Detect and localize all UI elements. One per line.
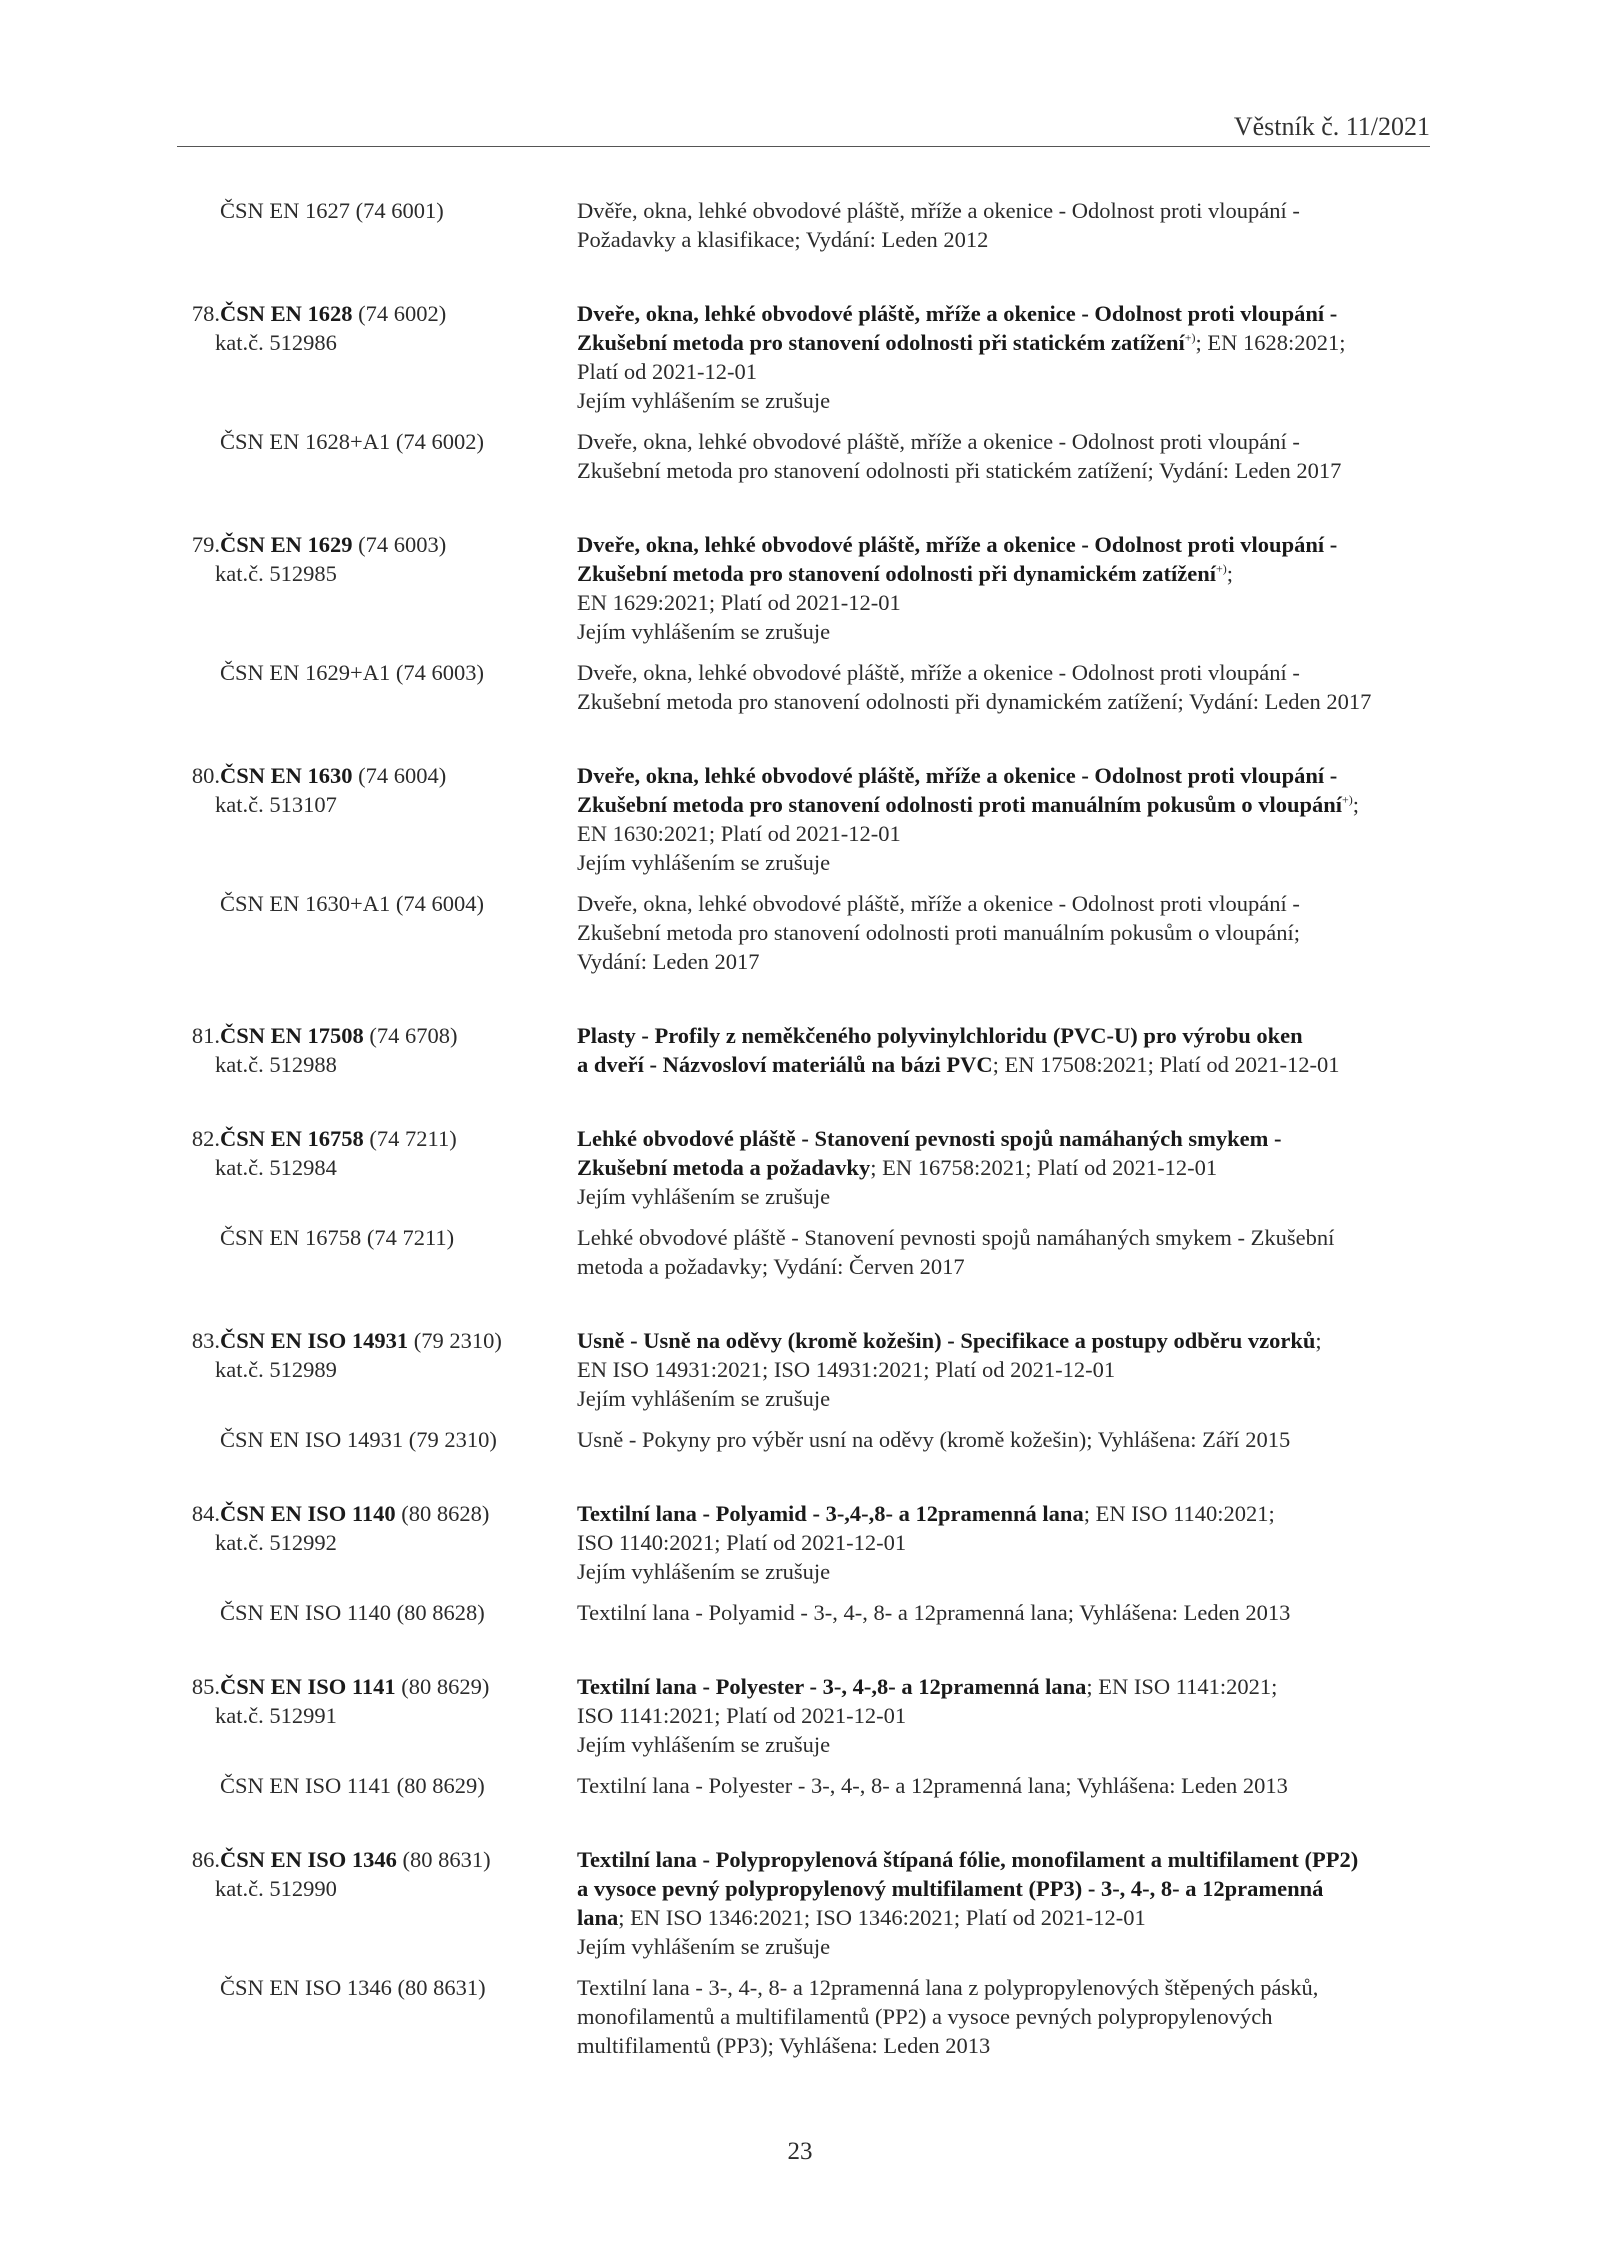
catalog-number: kat.č. 513107 [215,792,337,817]
bulletin-header-title: Věstník č. 11/2021 [1233,112,1430,141]
standard-entry [0,299,1600,485]
old-standard-code: ČSN EN 16758 (74 7211) [220,1225,455,1250]
title-line [577,1903,1432,1932]
title-line [577,1355,1432,1384]
new-standard-title [577,1124,1432,1211]
title-bold-text: lana [577,1905,619,1930]
old-standard-description [577,658,1432,716]
new-standard-row [0,1021,1600,1079]
catalog-number: kat.č. 512986 [215,330,337,355]
old-standard-description [577,1771,1432,1800]
description-line: Textilní lana - Polyamid - 3-, 4-, 8- a 12pramenná lana; Vyhlášena: Leden 2013 [577,1600,1291,1625]
description-line: multifilamentů (PP3); Vyhlášena: Leden 2013 [577,2033,991,2058]
standard-entry [0,1021,1600,1079]
catalog-number: kat.č. 512990 [215,1876,337,1901]
new-standard-row [0,530,1600,646]
title-line [577,819,1432,848]
old-standard-code: ČSN EN 1628+A1 (74 6002) [220,429,484,454]
description-line: Zkušební metoda pro stanovení odolnosti proti manuálním pokusům o vloupání; [577,920,1301,945]
title-detail-text: Platí od 2021-12-01 [577,359,757,384]
standard-entry [0,1124,1600,1281]
title-line [577,559,1432,588]
title-detail-text: EN ISO 14931:2021; ISO 14931:2021; Platí od 2021-12-01 [577,1357,1116,1382]
old-standard-description [577,1973,1432,2060]
standard-code: ČSN EN 16758 [220,1126,364,1151]
title-bold-text: Textilní lana - Polyester - 3-, 4-,8- a 12pramenná lana [577,1674,1087,1699]
title-detail-text: Jejím vyhlášením se zrušuje [577,850,831,875]
old-standard-description [577,889,1432,976]
classification-code: (74 6003) [352,532,447,557]
title-line [577,299,1432,328]
description-line: Dveře, okna, lehké obvodové pláště, mříže a okenice - Odolnost proti vloupání - [577,660,1300,685]
title-detail-text: Jejím vyhlášením se zrušuje [577,1184,831,1209]
standard-code-line [0,1124,577,1153]
new-standard-row [0,299,1600,415]
description-line: metoda a požadavky; Vydání: Červen 2017 [577,1254,965,1279]
catalog-number: kat.č. 512991 [215,1703,337,1728]
classification-code: (74 6004) [352,763,447,788]
classification-code: (74 7211) [363,1126,457,1151]
title-line [577,1528,1432,1557]
catalog-number: kat.č. 512992 [215,1530,337,1555]
standard-entry [0,1499,1600,1627]
new-standard-row [0,1326,1600,1413]
standard-code: ČSN EN 1629 [220,532,353,557]
title-bold-text: Textilní lana - Polyamid - 3-,4-,8- a 12pramenná lana [577,1501,1084,1526]
title-bold-text: a dveří - Názvosloví materiálů na bázi PVC [577,1052,993,1077]
replaced-standard-row [0,889,1600,976]
title-detail-text: Jejím vyhlášením se zrušuje [577,1732,831,1757]
standard-entry [0,1326,1600,1454]
entry-number: 86. [191,1847,220,1872]
new-standard-identity [0,299,577,415]
old-standard-code: ČSN EN ISO 1346 (80 8631) [220,1975,486,2000]
title-line [577,1845,1432,1874]
standard-code-line [0,1499,577,1528]
standard-code-line [0,530,577,559]
title-detail-text: ; [1315,1328,1322,1353]
old-standard-description [577,1223,1432,1281]
old-standard-code: ČSN EN 1629+A1 (74 6003) [220,660,484,685]
title-bold-text: Plasty - Profily z neměkčeného polyvinylchloridu (PVC-U) pro výrobu oken [577,1023,1303,1048]
new-standard-title [577,1326,1432,1413]
new-standard-row [0,761,1600,877]
new-standard-identity [0,530,577,646]
footnote-marker: +) [1184,330,1196,345]
title-line [577,1021,1432,1050]
footnote-marker: +) [1216,561,1227,576]
description-line: Dveře, okna, lehké obvodové pláště, mříže a okenice - Odolnost proti vloupání - [577,891,1300,916]
title-line [577,848,1432,877]
title-line [577,386,1432,415]
classification-code: (74 6708) [363,1023,458,1048]
title-detail-text: Jejím vyhlášením se zrušuje [577,1934,831,1959]
new-standard-row [0,1845,1600,1961]
title-line [577,588,1432,617]
title-line [577,1050,1432,1079]
title-line [577,1701,1432,1730]
title-detail-text: ; EN 1628:2021; [1195,330,1346,355]
old-standard-code: ČSN EN ISO 1141 (80 8629) [220,1773,485,1798]
title-line [577,1124,1432,1153]
entry-number: 82. [191,1126,220,1151]
title-line [577,1499,1432,1528]
new-standard-title [577,1499,1432,1586]
old-standard-description [577,427,1432,485]
description-line: Zkušební metoda pro stanovení odolnosti při dynamickém zatížení; Vydání: Leden 2017 [577,689,1372,714]
classification-code: (74 6002) [352,301,447,326]
entry-number: 83. [191,1328,220,1353]
new-standard-row [0,1499,1600,1586]
description-line: Textilní lana - 3-, 4-, 8- a 12pramenná lana z polypropylenových štěpených pásků, [577,1975,1319,2000]
standard-code-line [0,761,577,790]
title-bold-text: Dveře, okna, lehké obvodové pláště, mříže a okenice - Odolnost proti vloupání - [577,532,1338,557]
old-standard-code: ČSN EN ISO 14931 (79 2310) [220,1427,497,1452]
description-line: Textilní lana - Polyester - 3-, 4-, 8- a 12pramenná lana; Vyhlášena: Leden 2013 [577,1773,1288,1798]
standard-code: ČSN EN 17508 [220,1023,364,1048]
title-detail-text: ; EN 16758:2021; Platí od 2021-12-01 [870,1155,1218,1180]
entry-number: 79. [191,532,220,557]
title-line [577,1153,1432,1182]
classification-code: (80 8631) [396,1847,491,1872]
description-line: monofilamentů a multifilamentů (PP2) a vysoce pevných polypropylenových [577,2004,1273,2029]
standard-entry [0,1672,1600,1800]
entry-number: 78. [191,301,220,326]
replaced-standard-row [0,658,1600,716]
title-line [577,617,1432,646]
title-line [577,1932,1432,1961]
standard-entry [0,530,1600,716]
title-bold-text: Dveře, okna, lehké obvodové pláště, mříže a okenice - Odolnost proti vloupání - [577,763,1338,788]
classification-code: (80 8629) [395,1674,490,1699]
standard-code-line [0,1326,577,1355]
title-line [577,530,1432,559]
classification-code: (79 2310) [408,1328,502,1353]
title-line [577,790,1432,819]
old-standard-description [577,1425,1432,1454]
standard-code: ČSN EN 1630 [220,763,353,788]
title-bold-text: Usně - Usně na oděvy (kromě kožešin) - Specifikace a postupy odběru vzorků [577,1328,1316,1353]
standard-code: ČSN EN 1628 [220,301,353,326]
new-standard-identity [0,1124,577,1211]
title-detail-text: Jejím vyhlášením se zrušuje [577,388,831,413]
title-detail-text: Jejím vyhlášením se zrušuje [577,1559,831,1584]
description-line: Dvěře, okna, lehké obvodové pláště, mříže a okenice - Odolnost proti vloupání - [577,198,1300,223]
standard-code-line [0,1021,577,1050]
title-detail-text: EN 1630:2021; Platí od 2021-12-01 [577,821,901,846]
catalog-number: kat.č. 512989 [215,1357,337,1382]
title-detail-text: Jejím vyhlášením se zrušuje [577,619,831,644]
description-line: Lehké obvodové pláště - Stanovení pevnosti spojů namáhaných smykem - Zkušební [577,1225,1335,1250]
entry-number: 81. [191,1023,220,1048]
description-line: Dveře, okna, lehké obvodové pláště, mříže a okenice - Odolnost proti vloupání - [577,429,1300,454]
standard-entry [0,1845,1600,2060]
title-detail-text: ISO 1141:2021; Platí od 2021-12-01 [577,1703,907,1728]
entry-number: 85. [191,1674,220,1699]
footnote-marker: +) [1342,792,1353,807]
title-bold-text: Lehké obvodové pláště - Stanovení pevnosti spojů namáhaných smykem - [577,1126,1282,1151]
old-standard-code: ČSN EN 1630+A1 (74 6004) [220,891,484,916]
new-standard-title [577,299,1432,415]
title-detail-text: ; [1352,792,1360,817]
standard-code: ČSN EN ISO 1141 [220,1674,396,1699]
replaced-standard-entry [0,196,1600,254]
title-bold-text: Zkušební metoda pro stanovení odolnosti při dynamickém zatížení [577,561,1217,586]
title-line [577,1874,1432,1903]
title-line [577,357,1432,386]
title-bold-text: a vysoce pevný polypropylenový multifilament (PP3) - 3-, 4-, 8- a 12pramenná [577,1876,1324,1901]
catalog-number: kat.č. 512985 [215,561,337,586]
entry-number: 84. [191,1501,220,1526]
title-line [577,1182,1432,1211]
title-line [577,1557,1432,1586]
replaced-standard-row [0,1425,1600,1454]
replaced-standard-row [0,1771,1600,1800]
new-standard-title [577,1845,1432,1961]
title-detail-text: ; EN 17508:2021; Platí od 2021-12-01 [992,1052,1340,1077]
old-standard-description [577,196,1432,254]
page-number: 23 [787,2138,813,2165]
title-detail-text: ; [1226,561,1234,586]
classification-code: (80 8628) [395,1501,490,1526]
old-standard-code: ČSN EN 1627 (74 6001) [220,198,444,223]
new-standard-identity [0,1499,577,1586]
title-bold-text: Textilní lana - Polypropylenová štípaná fólie, monofilament a multifilament (PP2) [577,1847,1359,1872]
replaced-standard-row [0,1973,1600,2060]
standard-code: ČSN EN ISO 14931 [220,1328,409,1353]
title-detail-text: ; EN ISO 1141:2021; [1086,1674,1278,1699]
new-standard-title [577,530,1432,646]
old-standard-code: ČSN EN ISO 1140 (80 8628) [220,1600,485,1625]
title-bold-text: Zkušební metoda a požadavky [577,1155,871,1180]
title-line [577,1672,1432,1701]
new-standard-identity [0,1672,577,1759]
standard-code-line [0,1672,577,1701]
replaced-standard-row [0,1598,1600,1627]
title-detail-text: ; EN ISO 1346:2021; ISO 1346:2021; Platí od 2021-12-01 [618,1905,1146,1930]
description-line: Požadavky a klasifikace; Vydání: Leden 2012 [577,227,989,252]
replaced-standard-row [0,427,1600,485]
standards-list [0,196,1600,2105]
title-detail-text: Jejím vyhlášením se zrušuje [577,1386,831,1411]
description-line: Vydání: Leden 2017 [577,949,760,974]
description-line: Zkušební metoda pro stanovení odolnosti při statickém zatížení; Vydání: Leden 2017 [577,458,1342,483]
new-standard-title [577,761,1432,877]
new-standard-title [577,1021,1432,1079]
entry-number: 80. [191,763,220,788]
title-line [577,1730,1432,1759]
catalog-number: kat.č. 512988 [215,1052,337,1077]
standard-code-line [0,299,577,328]
title-detail-text: ISO 1140:2021; Platí od 2021-12-01 [577,1530,907,1555]
title-bold-text: Zkušební metoda pro stanovení odolnosti proti manuálním pokusům o vloupání [577,792,1343,817]
old-standard-description [577,1598,1432,1627]
title-line [577,328,1432,357]
standard-entry [0,761,1600,976]
standard-code-line [0,1845,577,1874]
catalog-number: kat.č. 512984 [215,1155,337,1180]
description-line: Usně - Pokyny pro výběr usní na oděvy (kromě kožešin); Vyhlášena: Září 2015 [577,1427,1291,1452]
new-standard-row [0,1124,1600,1211]
new-standard-identity [0,1845,577,1961]
new-standard-identity [0,1326,577,1413]
title-detail-text: EN 1629:2021; Platí od 2021-12-01 [577,590,901,615]
title-line [577,1384,1432,1413]
title-line [577,1326,1432,1355]
header-divider [177,146,1430,147]
title-detail-text: ; EN ISO 1140:2021; [1083,1501,1275,1526]
standard-code: ČSN EN ISO 1140 [220,1501,396,1526]
title-line [577,761,1432,790]
standard-code: ČSN EN ISO 1346 [220,1847,397,1872]
title-bold-text: Dveře, okna, lehké obvodové pláště, mříže a okenice - Odolnost proti vloupání - [577,301,1338,326]
new-standard-identity [0,1021,577,1079]
new-standard-row [0,1672,1600,1759]
replaced-standard-row [0,1223,1600,1281]
new-standard-identity [0,761,577,877]
title-bold-text: Zkušební metoda pro stanovení odolnosti při statickém zatížení [577,330,1185,355]
new-standard-title [577,1672,1432,1759]
